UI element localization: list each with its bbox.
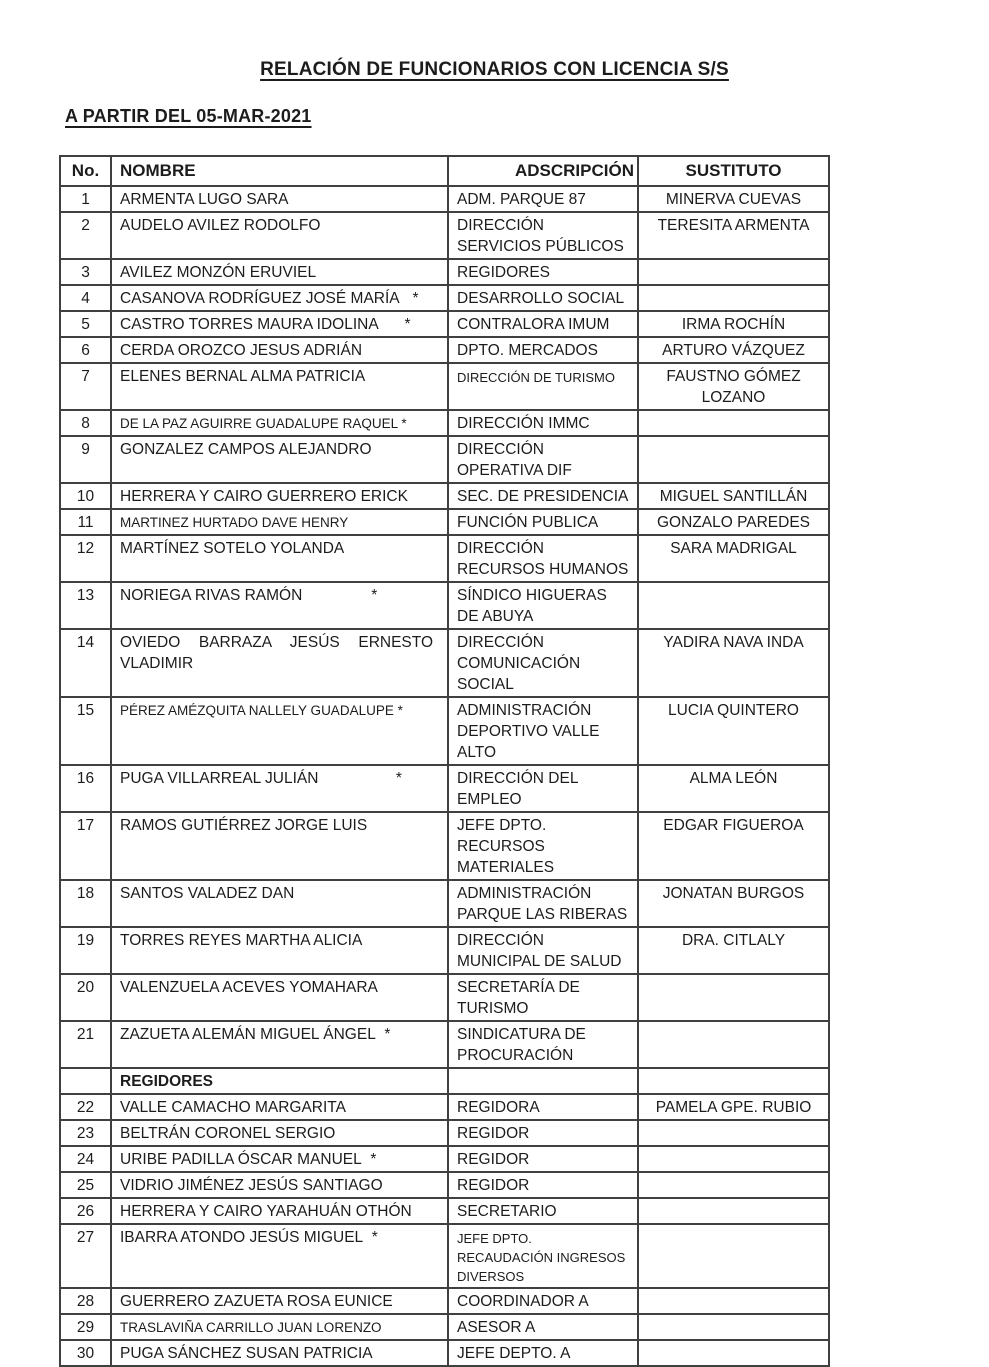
cell-no: 7 bbox=[60, 363, 111, 410]
cell-sustituto: LUCIA QUINTERO bbox=[638, 697, 829, 765]
cell-nombre: REGIDORES bbox=[111, 1068, 448, 1094]
table-row bbox=[60, 1314, 829, 1340]
table-row bbox=[60, 880, 829, 927]
cell-sustituto: EDGAR FIGUEROA bbox=[638, 812, 829, 880]
table-row bbox=[60, 337, 829, 363]
cell-no: 24 bbox=[60, 1146, 111, 1172]
cell-nombre: GONZALEZ CAMPOS ALEJANDRO bbox=[111, 436, 448, 483]
cell-adscripcion: REGIDOR bbox=[448, 1146, 638, 1172]
cell-nombre: CASANOVA RODRÍGUEZ JOSÉ MARÍA * bbox=[111, 285, 448, 311]
cell-sustituto bbox=[638, 259, 829, 285]
cell-adscripcion: DPTO. MERCADOS bbox=[448, 337, 638, 363]
cell-nombre: PUGA SÁNCHEZ SUSAN PATRICIA bbox=[111, 1340, 448, 1366]
cell-sustituto bbox=[638, 285, 829, 311]
table-row bbox=[60, 1094, 829, 1120]
cell-sustituto bbox=[638, 1120, 829, 1146]
cell-nombre: HERRERA Y CAIRO YARAHUÁN OTHÓN bbox=[111, 1198, 448, 1224]
cell-no: 26 bbox=[60, 1198, 111, 1224]
table-row bbox=[60, 410, 829, 436]
table-row bbox=[60, 1172, 829, 1198]
cell-nombre: ARMENTA LUGO SARA bbox=[111, 186, 448, 212]
cell-sustituto bbox=[638, 410, 829, 436]
cell-no: 11 bbox=[60, 509, 111, 535]
cell-adscripcion: ASESOR A bbox=[448, 1314, 638, 1340]
cell-no: 15 bbox=[60, 697, 111, 765]
cell-nombre: TRASLAVIÑA CARRILLO JUAN LORENZO bbox=[111, 1314, 448, 1340]
cell-adscripcion: DESARROLLO SOCIAL bbox=[448, 285, 638, 311]
cell-no: 23 bbox=[60, 1120, 111, 1146]
cell-sustituto: MINERVA CUEVAS bbox=[638, 186, 829, 212]
cell-sustituto bbox=[638, 1224, 829, 1288]
header-cell-sustituto: SUSTITUTO bbox=[638, 156, 829, 186]
cell-no: 18 bbox=[60, 880, 111, 927]
cell-nombre: RAMOS GUTIÉRREZ JORGE LUIS bbox=[111, 812, 448, 880]
table-row bbox=[60, 483, 829, 509]
cell-adscripcion: DIRECCIÓN RECURSOS HUMANOS bbox=[448, 535, 638, 582]
cell-adscripcion: SECRETARÍA DE TURISMO bbox=[448, 974, 638, 1021]
table-row bbox=[60, 1224, 829, 1288]
cell-sustituto: TERESITA ARMENTA bbox=[638, 212, 829, 259]
cell-no: 8 bbox=[60, 410, 111, 436]
table-row bbox=[60, 629, 829, 697]
cell-nombre: AVILEZ MONZÓN ERUVIEL bbox=[111, 259, 448, 285]
cell-nombre: NORIEGA RIVAS RAMÓN * bbox=[111, 582, 448, 629]
cell-sustituto bbox=[638, 436, 829, 483]
cell-sustituto: ARTURO VÁZQUEZ bbox=[638, 337, 829, 363]
cell-nombre: ELENES BERNAL ALMA PATRICIA bbox=[111, 363, 448, 410]
table-row bbox=[60, 436, 829, 483]
cell-adscripcion: DIRECCIÓN DEL EMPLEO bbox=[448, 765, 638, 812]
cell-sustituto: YADIRA NAVA INDA bbox=[638, 629, 829, 697]
cell-adscripcion: DIRECCIÓN SERVICIOS PÚBLICOS bbox=[448, 212, 638, 259]
cell-no: 3 bbox=[60, 259, 111, 285]
cell-sustituto bbox=[638, 1288, 829, 1314]
cell-sustituto bbox=[638, 974, 829, 1021]
cell-nombre: VALENZUELA ACEVES YOMAHARA bbox=[111, 974, 448, 1021]
table-row bbox=[60, 1021, 829, 1068]
header-cell-nombre: NOMBRE bbox=[111, 156, 448, 186]
cell-adscripcion: DIRECCIÓN MUNICIPAL DE SALUD bbox=[448, 927, 638, 974]
cell-adscripcion: COORDINADOR A bbox=[448, 1288, 638, 1314]
cell-sustituto: IRMA ROCHÍN bbox=[638, 311, 829, 337]
cell-sustituto: SARA MADRIGAL bbox=[638, 535, 829, 582]
cell-adscripcion: ADMINISTRACIÓN PARQUE LAS RIBERAS bbox=[448, 880, 638, 927]
cell-sustituto: DRA. CITLALY bbox=[638, 927, 829, 974]
cell-sustituto: JONATAN BURGOS bbox=[638, 880, 829, 927]
cell-adscripcion: ADMINISTRACIÓN DEPORTIVO VALLE ALTO bbox=[448, 697, 638, 765]
cell-sustituto bbox=[638, 1021, 829, 1068]
table-row bbox=[60, 1340, 829, 1366]
table-row bbox=[60, 812, 829, 880]
header-cell-adscripcion: ADSCRIPCIÓN bbox=[448, 156, 638, 186]
table-row bbox=[60, 259, 829, 285]
cell-adscripcion: DIRECCIÓN IMMC bbox=[448, 410, 638, 436]
cell-no: 10 bbox=[60, 483, 111, 509]
cell-nombre: VALLE CAMACHO MARGARITA bbox=[111, 1094, 448, 1120]
cell-nombre: PUGA VILLARREAL JULIÁN * bbox=[111, 765, 448, 812]
cell-adscripcion: DIRECCIÓN DE TURISMO bbox=[448, 363, 638, 410]
table-row bbox=[60, 311, 829, 337]
cell-no: 13 bbox=[60, 582, 111, 629]
cell-no: 14 bbox=[60, 629, 111, 697]
cell-no bbox=[60, 1068, 111, 1094]
table-row bbox=[60, 974, 829, 1021]
cell-no: 4 bbox=[60, 285, 111, 311]
cell-nombre: OVIEDO BARRAZA JESÚS ERNESTO VLADIMIR bbox=[111, 629, 448, 697]
cell-nombre: DE LA PAZ AGUIRRE GUADALUPE RAQUEL * bbox=[111, 410, 448, 436]
cell-sustituto bbox=[638, 582, 829, 629]
cell-adscripcion: JEFE DPTO. RECAUDACIÓN INGRESOS DIVERSOS bbox=[448, 1224, 638, 1288]
cell-no: 5 bbox=[60, 311, 111, 337]
header-cell-no: No. bbox=[60, 156, 111, 186]
cell-nombre: MARTÍNEZ SOTELO YOLANDA bbox=[111, 535, 448, 582]
table-row bbox=[60, 765, 829, 812]
cell-sustituto bbox=[638, 1146, 829, 1172]
table-row bbox=[60, 1120, 829, 1146]
cell-adscripcion: SECRETARIO bbox=[448, 1198, 638, 1224]
cell-sustituto bbox=[638, 1198, 829, 1224]
document-subtitle: A PARTIR DEL 05-MAR-2021 bbox=[65, 106, 312, 126]
table-row bbox=[60, 1288, 829, 1314]
cell-no: 19 bbox=[60, 927, 111, 974]
cell-no: 17 bbox=[60, 812, 111, 880]
table-row bbox=[60, 509, 829, 535]
cell-sustituto bbox=[638, 1340, 829, 1366]
cell-no: 6 bbox=[60, 337, 111, 363]
cell-no: 25 bbox=[60, 1172, 111, 1198]
table-row bbox=[60, 363, 829, 410]
cell-adscripcion: JEFE DEPTO. A bbox=[448, 1340, 638, 1366]
table-row bbox=[60, 535, 829, 582]
cell-no: 28 bbox=[60, 1288, 111, 1314]
cell-nombre: BELTRÁN CORONEL SERGIO bbox=[111, 1120, 448, 1146]
cell-nombre: PÉREZ AMÉZQUITA NALLELY GUADALUPE * bbox=[111, 697, 448, 765]
table-row bbox=[60, 582, 829, 629]
table-row bbox=[60, 1198, 829, 1224]
cell-sustituto: PAMELA GPE. RUBIO bbox=[638, 1094, 829, 1120]
cell-adscripcion: SÍNDICO HIGUERAS DE ABUYA bbox=[448, 582, 638, 629]
cell-adscripcion: SINDICATURA DE PROCURACIÓN bbox=[448, 1021, 638, 1068]
cell-nombre: IBARRA ATONDO JESÚS MIGUEL * bbox=[111, 1224, 448, 1288]
cell-no: 16 bbox=[60, 765, 111, 812]
cell-no: 20 bbox=[60, 974, 111, 1021]
cell-nombre: MARTINEZ HURTADO DAVE HENRY bbox=[111, 509, 448, 535]
table-row bbox=[60, 927, 829, 974]
table-row bbox=[60, 285, 829, 311]
cell-adscripcion: DIRECCIÓN OPERATIVA DIF bbox=[448, 436, 638, 483]
cell-sustituto: ALMA LEÓN bbox=[638, 765, 829, 812]
cell-adscripcion: FUNCIÓN PUBLICA bbox=[448, 509, 638, 535]
cell-sustituto: GONZALO PAREDES bbox=[638, 509, 829, 535]
officials-table bbox=[59, 155, 830, 1367]
cell-adscripcion: REGIDORA bbox=[448, 1094, 638, 1120]
cell-adscripcion: ADM. PARQUE 87 bbox=[448, 186, 638, 212]
cell-nombre: HERRERA Y CAIRO GUERRERO ERICK bbox=[111, 483, 448, 509]
cell-nombre: VIDRIO JIMÉNEZ JESÚS SANTIAGO bbox=[111, 1172, 448, 1198]
cell-adscripcion: DIRECCIÓN COMUNICACIÓN SOCIAL bbox=[448, 629, 638, 697]
cell-nombre: CASTRO TORRES MAURA IDOLINA * bbox=[111, 311, 448, 337]
cell-adscripcion: CONTRALORA IMUM bbox=[448, 311, 638, 337]
table-header-row bbox=[60, 156, 829, 186]
table-row bbox=[60, 1068, 829, 1094]
cell-no: 29 bbox=[60, 1314, 111, 1340]
cell-no: 12 bbox=[60, 535, 111, 582]
cell-sustituto bbox=[638, 1314, 829, 1340]
table-row bbox=[60, 212, 829, 259]
table-row bbox=[60, 697, 829, 765]
cell-adscripcion bbox=[448, 1068, 638, 1094]
cell-sustituto bbox=[638, 1172, 829, 1198]
cell-sustituto bbox=[638, 1068, 829, 1094]
table-row bbox=[60, 1146, 829, 1172]
cell-nombre: TORRES REYES MARTHA ALICIA bbox=[111, 927, 448, 974]
cell-adscripcion: SEC. DE PRESIDENCIA bbox=[448, 483, 638, 509]
cell-adscripcion: JEFE DPTO. RECURSOS MATERIALES bbox=[448, 812, 638, 880]
table-body bbox=[60, 186, 829, 1366]
cell-no: 9 bbox=[60, 436, 111, 483]
cell-nombre: CERDA OROZCO JESUS ADRIÁN bbox=[111, 337, 448, 363]
cell-adscripcion: REGIDOR bbox=[448, 1172, 638, 1198]
document-title-text: RELACIÓN DE FUNCIONARIOS CON LICENCIA S/S bbox=[260, 59, 729, 80]
cell-nombre: AUDELO AVILEZ RODOLFO bbox=[111, 212, 448, 259]
cell-adscripcion: REGIDOR bbox=[448, 1120, 638, 1146]
cell-no: 1 bbox=[60, 186, 111, 212]
cell-no: 21 bbox=[60, 1021, 111, 1068]
cell-no: 27 bbox=[60, 1224, 111, 1288]
cell-adscripcion: REGIDORES bbox=[448, 259, 638, 285]
document-title bbox=[0, 59, 989, 81]
cell-no: 2 bbox=[60, 212, 111, 259]
cell-nombre: URIBE PADILLA ÓSCAR MANUEL * bbox=[111, 1146, 448, 1172]
cell-nombre: SANTOS VALADEZ DAN bbox=[111, 880, 448, 927]
table-row bbox=[60, 186, 829, 212]
cell-nombre: ZAZUETA ALEMÁN MIGUEL ÁNGEL * bbox=[111, 1021, 448, 1068]
cell-sustituto: MIGUEL SANTILLÁN bbox=[638, 483, 829, 509]
cell-no: 30 bbox=[60, 1340, 111, 1366]
cell-sustituto: FAUSTNO GÓMEZ LOZANO bbox=[638, 363, 829, 410]
cell-no: 22 bbox=[60, 1094, 111, 1120]
cell-nombre: GUERRERO ZAZUETA ROSA EUNICE bbox=[111, 1288, 448, 1314]
